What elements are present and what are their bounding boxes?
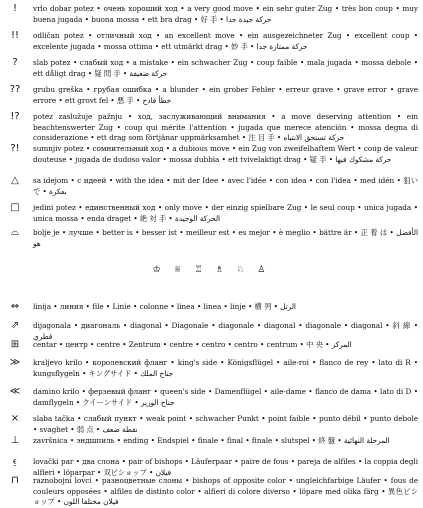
- entry-symbol-icon: ⌓: [11, 227, 19, 238]
- entry-text: raznobojni lovci • разноцветные слоны • bishops of opposite color • ungleichfarbige Läufer • fous de couleurs opposées • alfiles de distinto color • alfieri di colore diverso • löpare med olika färg • 異色ビショップ • فيلان مختلفا اللون: [33, 476, 418, 506]
- entry-text: jedini potez • единственный ход • only move • der einzig spielbare Zug • le seul coup • unica jugada • unica mossa • enda draget • 絶 対 手 • الحركة الوحيدة: [33, 203, 418, 223]
- entry-text: odličan potez • отличный ход • an excellent move • ein ausgezeichneter Zug • excellent coup • excelente jugada • mossa ottima • ett utmärkt drag • 妙 手 • حركة ممتازة جدا: [33, 31, 418, 51]
- entry-text: bolje je • лучше • better is • besser ist • meilleur est • es mejor • è meglio • bättre är • 正 着 は • الأفضل هو: [33, 228, 418, 248]
- entry-symbol-icon: !?: [10, 111, 20, 122]
- entry-text: sa idejom • с идеей • with the idea • mit der Idee • avec l'idée • con idea • con l'idea • med idén • 狙いで • بفكرة: [33, 176, 418, 196]
- entry-symbol-icon: ≪: [9, 386, 21, 397]
- entry-text: kraljevo krilo • королевский фланг • king's side • Königsflügel • aile-roi • flanco de rey • lato di R • kungsflygeln • キングサイド • جناح الملك: [33, 358, 418, 378]
- entry-text: vrlo dobar potez • очень хороший ход • a very good move • ein sehr guter Zug • très bon coup • muy buena jugada • buona mossa • ett bra drag • 好 手 • حركة جيدة جدا: [33, 4, 418, 24]
- entry-symbol-icon: △: [11, 175, 19, 186]
- entry-text: sumnjiv potez • сомнительный ход • a dubious move • ein Zug von zweifelhaftem Wert • coup de valeur douteuse • jugada de dudoso valor • mossa dubbia • ett tvivelaktigt drag • 疑 手 • حركة مشكوك فيها: [33, 144, 418, 164]
- entry-symbol-icon: ×: [10, 413, 20, 424]
- entry-text: potez zaslužuje pažnju • ход, заслуживающий внимания • a move deserving attention • ein beachtenswerter Zug • coup qui mérite l'attention • jugada que merece atención • mossa degna di considerazione • ett drag som förtjänar uppmärksamhet • 注 目 手 • حركة تستحق الانتباه: [33, 112, 418, 142]
- entry-text: linija • линия • file • Linie • colonne • linea • linea • linje • 横 列 • الرتل: [33, 302, 296, 311]
- entry-symbol-icon: ⍷: [12, 456, 18, 467]
- entry-text: završnica • эндшпиль • ending • Endspiel • finale • final • finale • slutspel • 終 盤 • المرحلة النهائية: [33, 436, 390, 445]
- entry-symbol-icon: ⊥: [10, 435, 20, 446]
- entry-text: slaba tačka • слабый пункт • weak point • schwacher Punkt • point faible • punto débil • punto debole • svaghet • 弱 点 • نقطة ضعف: [33, 414, 418, 434]
- entry-text: centar • центр • centre • Zentrum • centre • centro • centro • centrum • 中 央 • المركز: [33, 340, 352, 349]
- entry-text: dijagonala • диагональ • diagonal • Diagonale • diagonale • diagonal • diagonale • diagonal • 斜 線 • قطري: [33, 321, 418, 341]
- entry-symbol-icon: ⇗: [10, 320, 20, 331]
- entry-symbol-icon: ⊞: [10, 339, 20, 350]
- entry-symbol-icon: ?: [12, 57, 18, 68]
- entry-symbol-icon: ⇔: [10, 301, 20, 312]
- entry-text: grubu greška • грубая ошибка • a blunder • ein grober Fehler • erreur grave • grave error • grave errore • ett grovt fel • 悪 手 • خطأ فادح: [33, 85, 418, 105]
- entry-symbol-icon: ??: [9, 84, 21, 95]
- entry-symbol-icon: ≫: [9, 357, 21, 368]
- entry-symbol-icon: ?!: [10, 143, 20, 154]
- entry-symbol-icon: !: [12, 3, 17, 14]
- entry-symbol-icon: □: [10, 202, 20, 213]
- entry-symbol-icon: ⊓: [11, 475, 19, 486]
- entry-text: slab potez • слабый ход • a mistake • ein schwacher Zug • coup faible • mala jugada • mossa debole • ett dåligt drag • 疑 問 手 • حركة ضعيفة: [33, 58, 418, 78]
- entry-symbol-icon: !!: [10, 30, 20, 41]
- chess-pieces-separator: ♔ ♕ ♖ ♗ ♘ ♙: [152, 265, 271, 275]
- entry-text: damino krilo • ферзевый фланг • queen's side • Damenflügel • aile-dame • flanco de dama • lato di D • damflygeln • クイーンサイド • جناح الوزير: [33, 387, 418, 407]
- entry-text: lovački par • два слона • pair of bishops • Läuferpaar • paire de fous • pareja de alfiles • la coppia degli alfieri • löparpar • 双ビショップ • فيلان: [33, 457, 418, 477]
